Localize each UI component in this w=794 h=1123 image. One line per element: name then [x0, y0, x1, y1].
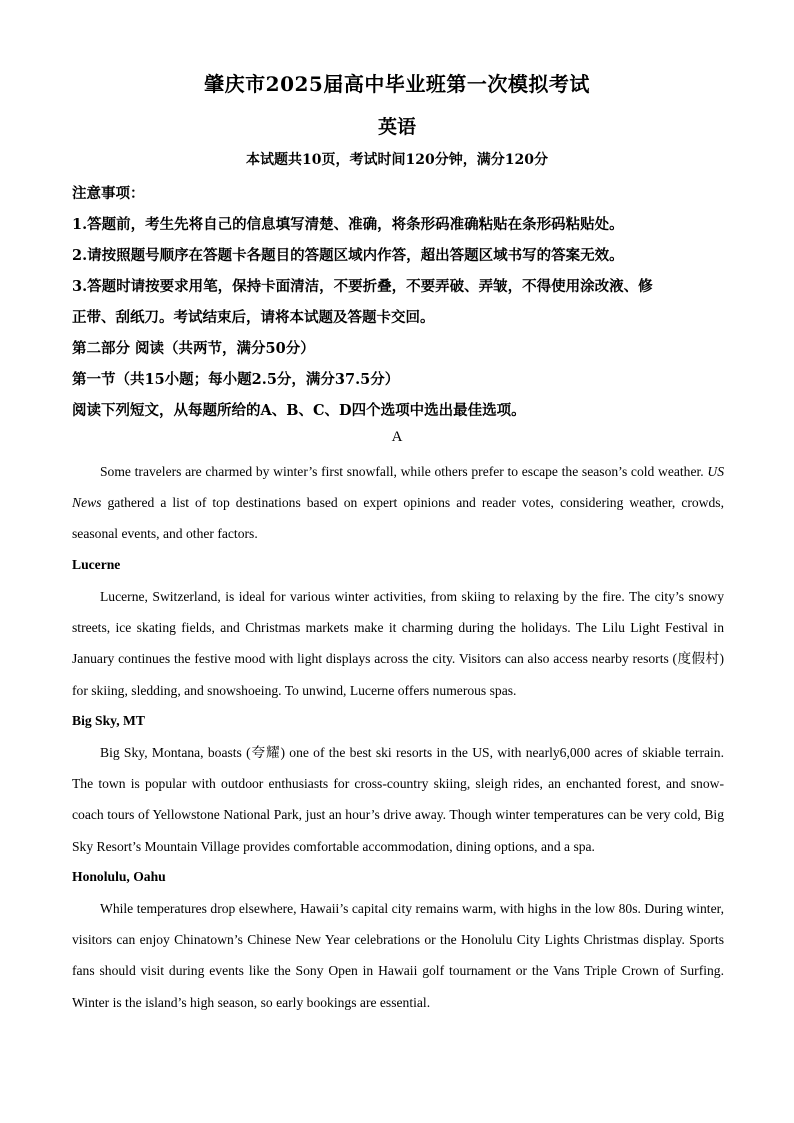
bigsky-text: Big Sky, Montana, boasts (夸耀) one of the best ski resorts in the US, with nearly6,000 acres of skiable terrain. The town is popular with outdoor enthusiasts for cross-country skiing, sleigh rides, an enchanted forest, and snow-coach tours of Yellowstone National Park, just an hour’s drive away. Though winter temperatures can be very cold, Big Sky Resort’s Mountain Village provides comfortable accommodation, dining options, and a spa.: [72, 745, 724, 854]
passage-letter: A: [391, 429, 403, 445]
bigsky-heading: Big Sky, MT: [72, 713, 145, 728]
passage-intro: [72, 456, 724, 550]
exam-meta: 本试题共10页，考试时间120分钟，满分120分: [246, 152, 548, 168]
note-item-1: 1.答题前，考生先将自己的信息填写清楚、准确，将条形码准确粘贴在条形码粘贴处。: [72, 216, 624, 233]
intro-source: US News: [72, 464, 724, 511]
notes-label: 注意事项：: [72, 185, 145, 202]
lucerne-paragraph: [72, 581, 724, 706]
lucerne-text: Lucerne, Switzerland, is ideal for various winter activities, from skiing to relaxing by the fire. The city’s snowy streets, ice skating fields, and Christmas markets make it charming during the holidays. The Lilu Light Festival in January continues the festive mood with light displays across the city. Visitors can also access nearby resorts (度假村) for skiing, sledding, and snowshoeing. To unwind, Lucerne offers numerous spas.: [72, 589, 724, 698]
honolulu-text: While temperatures drop elsewhere, Hawaii’s capital city remains warm, with highs in the low 80s. During winter, visitors can enjoy Chinatown’s Chinese New Year celebrations or the Honolulu City Lights Christmas display. Sports fans should visit during events like the Sony Open in Hawaii golf tournament or the Vans Triple Crown of Surfing. Winter is the island’s high season, so early bookings are essential.: [72, 901, 724, 1010]
honolulu-heading: Honolulu, Oahu: [72, 869, 166, 884]
note-item-2: 2.请按照题号顺序在答题卡各题目的答题区域内作答，超出答题区域书写的答案无效。: [72, 247, 624, 264]
intro-text-1: Some travelers are charmed by winter’s first snowfall, while others prefer to escape the season’s cold weather.: [100, 464, 704, 479]
intro-text-2: gathered a list of top destinations based on expert opinions and reader votes, considering weather, crowds, seasonal events, and other factors.: [72, 495, 724, 542]
lucerne-heading: Lucerne: [72, 557, 121, 572]
exam-title: 肇庆市2025届高中毕业班第一次模拟考试: [204, 72, 590, 96]
bigsky-paragraph: [72, 737, 724, 862]
note-item-3-line-2: 正带、刮纸刀。考试结束后，请将本试题及答题卡交回。: [72, 309, 435, 326]
honolulu-paragraph: [72, 893, 724, 1018]
subject-title: 英语: [377, 116, 416, 138]
subsection-heading: 第一节（共15小题；每小题2.5分，满分37.5分）: [72, 371, 400, 388]
note-item-3-line-1: 3.答题时请按要求用笔，保持卡面清洁，不要折叠，不要弄破、弄皱，不得使用涂改液、修: [72, 278, 653, 295]
reading-instruction: 阅读下列短文，从每题所给的A、B、C、D四个选项中选出最佳选项。: [72, 402, 526, 419]
part-heading: 第二部分 阅读（共两节，满分50分）: [72, 340, 315, 357]
